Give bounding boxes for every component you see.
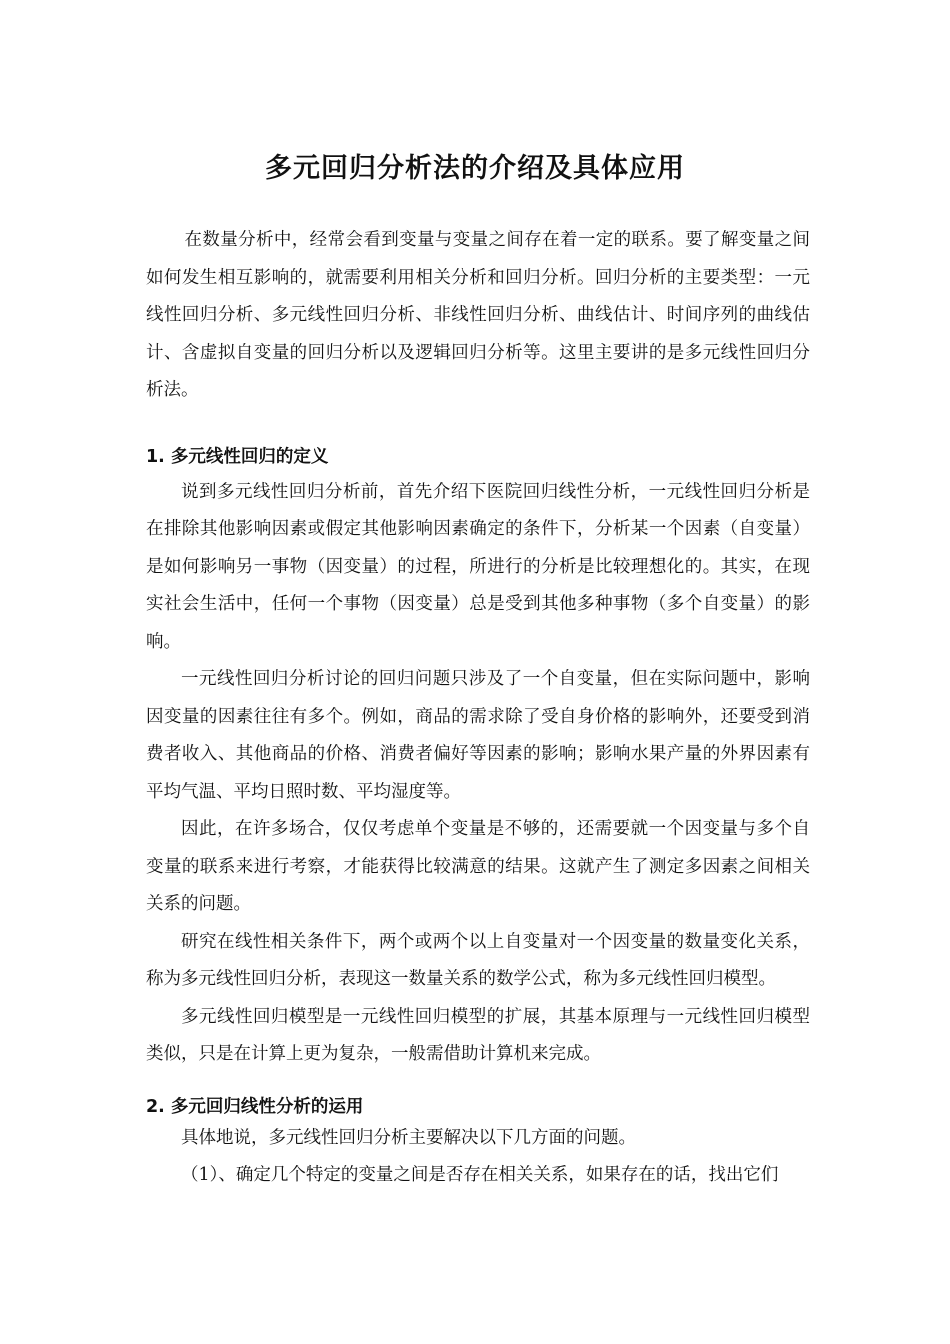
intro-paragraph: 在数量分析中，经常会看到变量与变量之间存在着一定的联系。要了解变量之间如何发生相互影响的，就需要利用相关分析和回归分析。回归分析的主要类型：一元线性回归分析、多元线性回归分析、非线性回归分析、曲线估计、时间序列的曲线估计、含虚拟自变量的回归分析以及逻辑回归分析等。这里主要讲的是多元线性回归分析法。 [146,230,810,400]
section-1-paragraph-3: 因此，在许多场合，仅仅考虑单个变量是不够的，还需要就一个因变量与多个自变量的联系来进行考察，才能获得比较满意的结果。这就产生了测定多因素之间相关关系的问题。 [146,819,810,914]
section-2-heading: 2. 多元回归线性分析的运用 [146,1096,364,1117]
section-2-paragraph-1: 具体地说，多元线性回归分析主要解决以下几方面的问题。 [181,1127,636,1148]
section-1-paragraph-5: 多元线性回归模型是一元线性回归模型的扩展，其基本原理与一元线性回归模型类似，只是在计算上更为复杂，一般需借助计算机来完成。 [146,1006,810,1064]
section-1-paragraph-1: 说到多元线性回归分析前，首先介绍下医院回归线性分析，一元线性回归分析是在排除其他影响因素或假定其他影响因素确定的条件下，分析某一个因素（自变量）是如何影响另一事物（因变量）的过程，所进行的分析是比较理想化的。其实，在现实社会生活中，任何一个事物（因变量）总是受到其他多种事物（多个自变量）的影响。 [146,481,810,652]
section-1-paragraph-4: 研究在线性相关条件下，两个或两个以上自变量对一个因变量的数量变化关系，称为多元线性回归分析，表现这一数量关系的数学公式，称为多元线性回归模型。 [146,931,810,989]
document-body [146,222,810,1195]
document-title: 多元回归分析法的介绍及具体应用 [265,153,685,185]
section-1-heading: 1. 多元线性回归的定义 [146,446,329,467]
section-2-paragraph-2: （1）、确定几个特定的变量之间是否存在相关关系，如果存在的话，找出它们 [181,1165,779,1185]
section-1-paragraph-2: 一元线性回归分析讨论的回归问题只涉及了一个自变量，但在实际问题中，影响因变量的因素往往有多个。例如，商品的需求除了受自身价格的影响外，还要受到消费者收入、其他商品的价格、消费者偏好等因素的影响；影响水果产量的外界因素有平均气温、平均日照时数、平均湿度等。 [146,669,810,802]
